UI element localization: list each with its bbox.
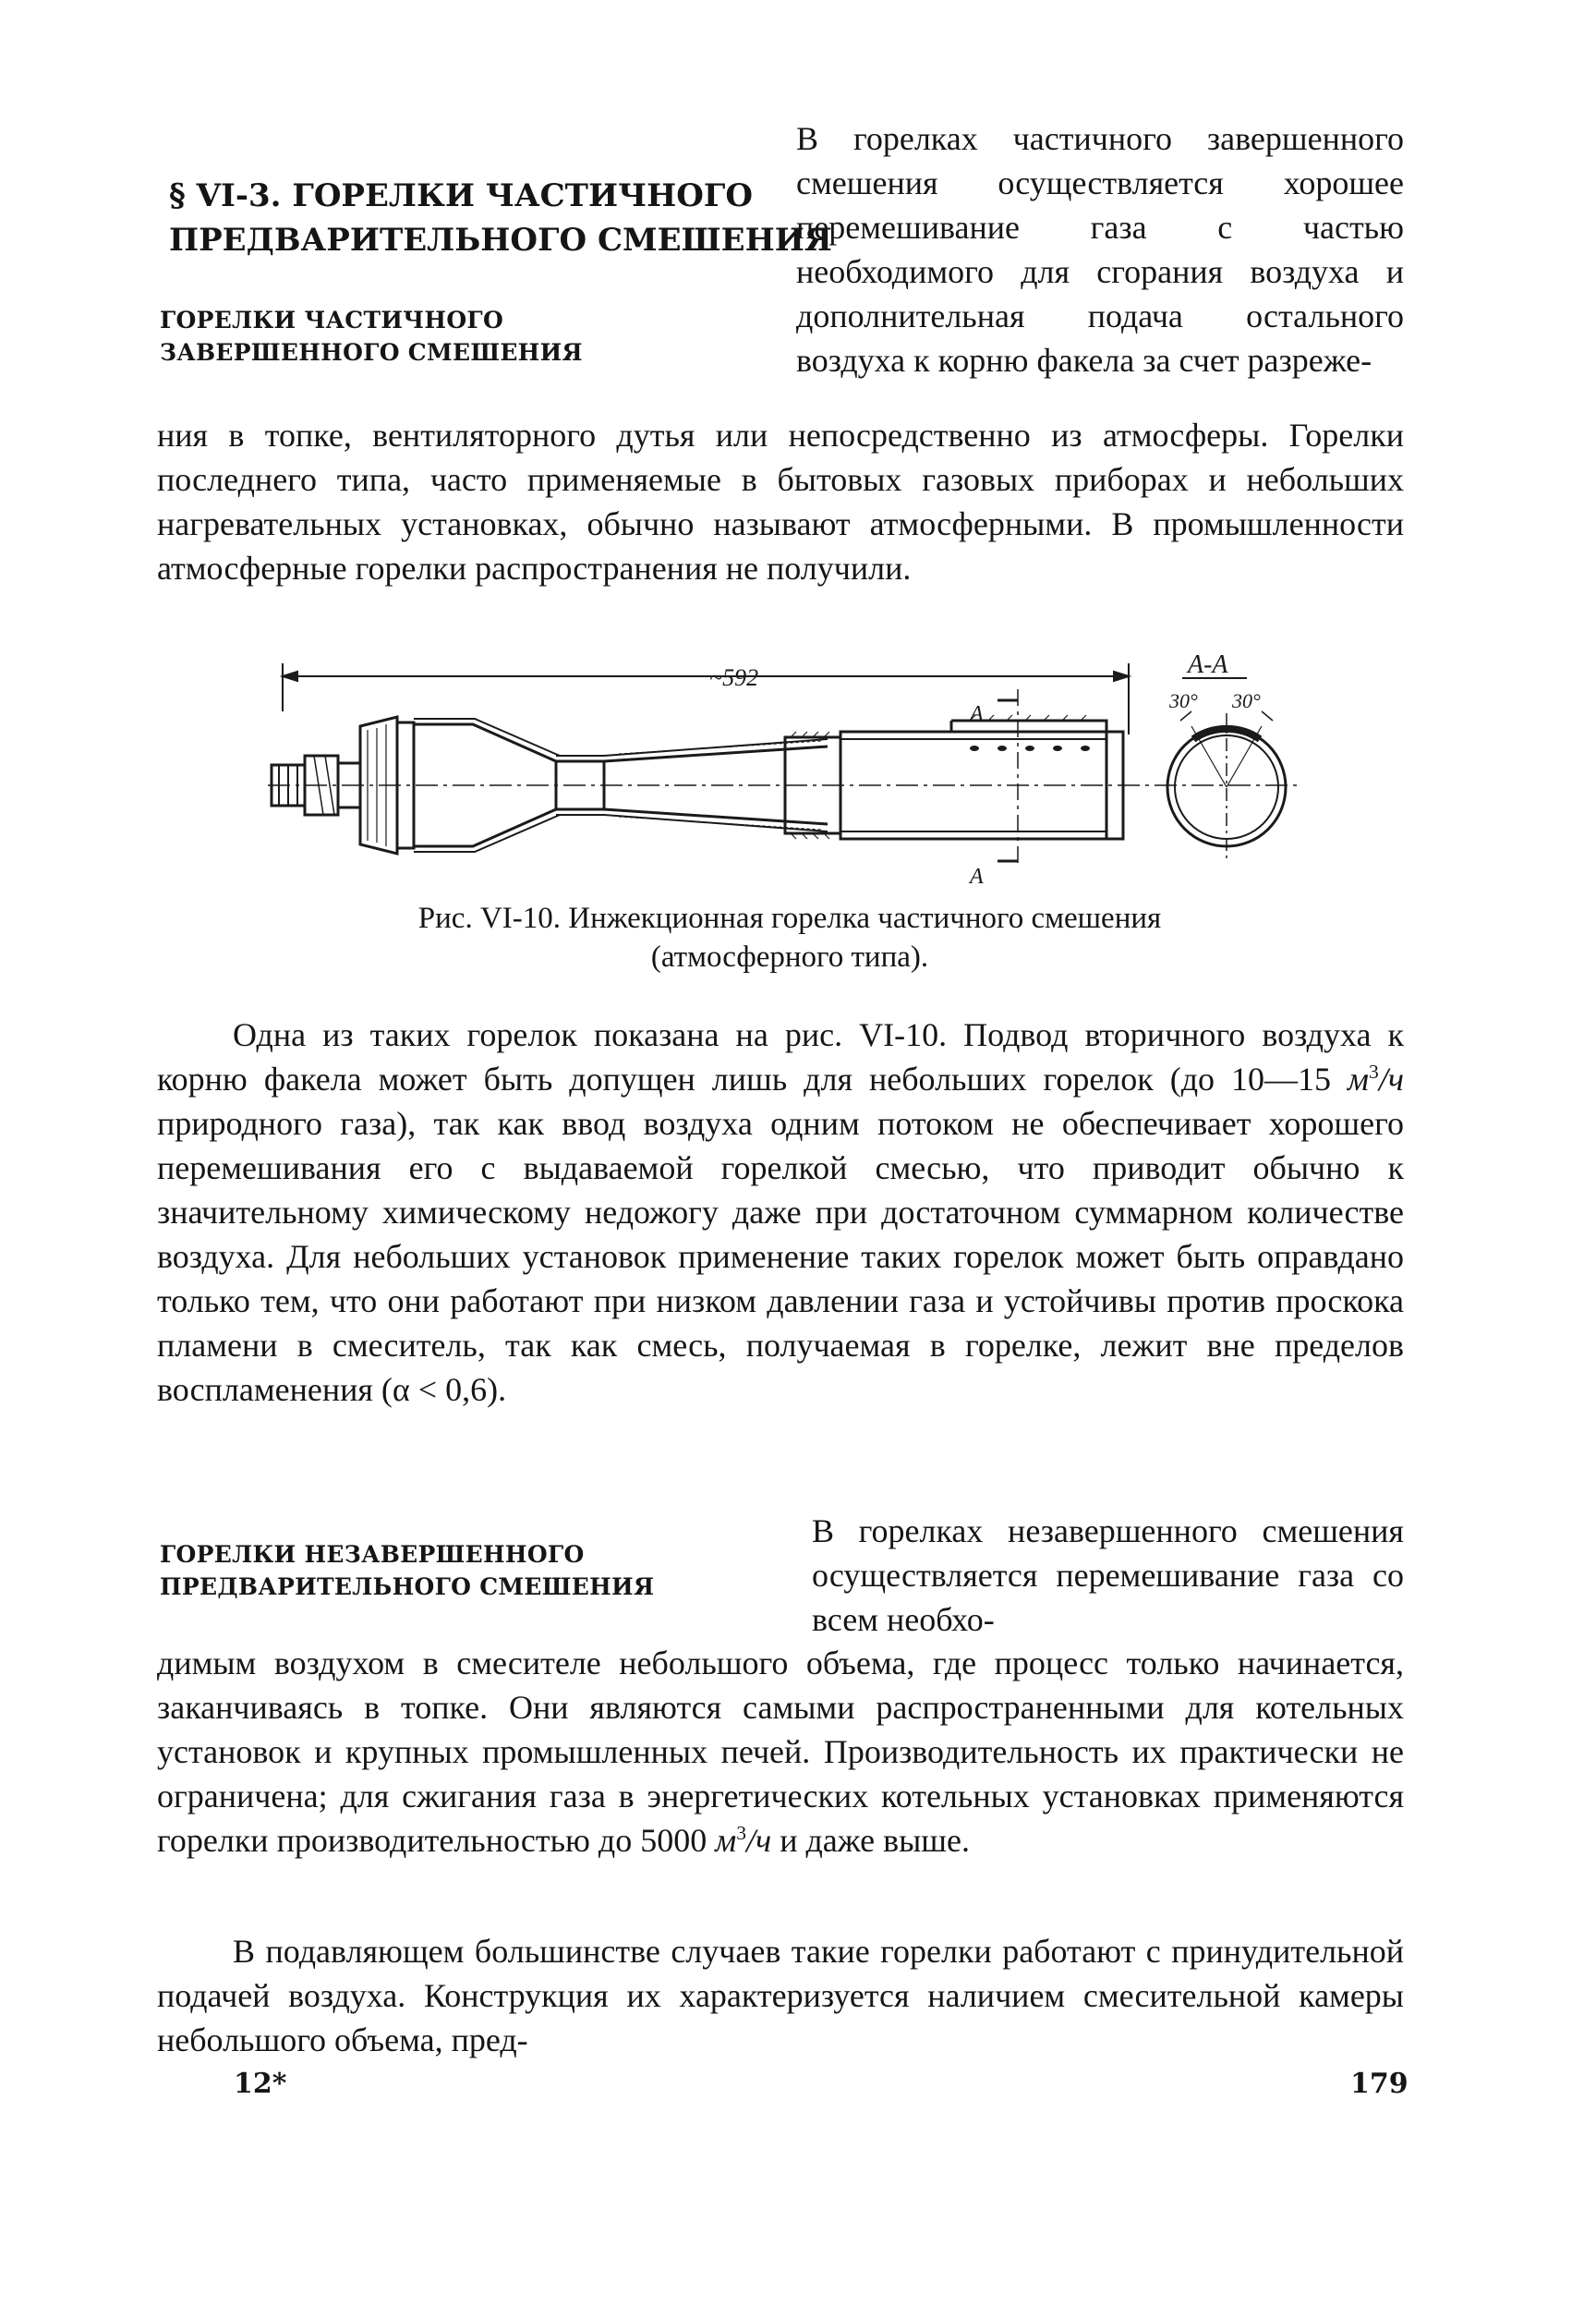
subheading2-line2: ПРЕДВАРИТЕЛЬНОГО СМЕШЕНИЯ [160, 1573, 655, 1600]
section-title [169, 174, 832, 262]
section-mark-top: А [970, 702, 984, 726]
paragraph-2: Одна из таких горелок показана на рис. VI-10. Подвод вторичного воздуха к корню факела может быть допущен лишь для небольших горелок (до 10—15 $м^3/ч$ природного газа), так как ввод воздуха одним потоком не обеспечивает хорошего перемешивания его с выдаваемой горелкой смесью, что приводит обычно к значительному химическому недожогу даже при достаточном суммарном количестве воздуха. Для небольших установок применение таких горелок может быть оправдано только тем, что они работают при низком давлении газа и устойчивы против проскока пламени в смеситель, так как смесь, получаемая в горелке, лежит вне пределов воспламенения (α < 0,6). [157, 1016, 1404, 1408]
paragraph-3-intro: В горелках незавершенного смешения осуществляется перемешивание газа со всем необхо- [812, 1512, 1404, 1638]
fire-ports [970, 746, 1090, 751]
section-mark-bottom: А [970, 865, 984, 887]
section-title-line2: ПРЕДВАРИТЕЛЬНОГО СМЕШЕНИЯ [169, 222, 832, 259]
paragraph-1-rest: ния в топке, вентиляторного дутья или непосредственно из атмосферы. Горелки последнего типа, часто применяемые в бытовых газовых приборах и небольших нагревательных установках, обычно называют атмосферными. В промышленности атмосферные горелки распространения не получили. [157, 417, 1404, 587]
angle-right-label: 30° [1232, 689, 1261, 712]
signature-mark: 12* [234, 2068, 287, 2100]
subheading1-line1: ГОРЕЛКИ ЧАСТИЧНОГО [160, 307, 504, 334]
subheading-incomplete-premixing [160, 1538, 654, 1603]
section-title-line1: § VI-3. ГОРЕЛКИ ЧАСТИЧНОГО [169, 177, 753, 214]
angle-left-label: 30° [1169, 689, 1198, 712]
page-number: 179 [1350, 2068, 1409, 2100]
figure-caption [268, 899, 1312, 977]
burner-drawing-svg [268, 647, 1321, 887]
subheading1-line2: ЗАВЕРШЕННОГО СМЕШЕНИЯ [160, 339, 583, 366]
subheading-partial-complete-mixing [160, 304, 583, 369]
burner-drawing-figure [268, 647, 1321, 887]
section-view-label: А-А [1188, 650, 1228, 679]
paragraph-1-intro: В горелках частичного завершенного смешения осуществляется хорошее перемешивание газа с частью необходимого для сгорания воздуха и дополнительная подача остального воздуха к корню факела за счет разреже- [796, 120, 1404, 379]
figure-caption-line1: Рис. VI-10. Инжекционная горелка частичного смешения [417, 902, 1162, 935]
paragraph-4: В подавляющем большинстве случаев такие горелки работают с принудительной подачей воздуха. Конструкция их характеризуется наличием смесительной камеры небольшого объема, пред- [157, 1933, 1404, 2058]
subheading2-line1: ГОРЕЛКИ НЕЗАВЕРШЕННОГО [160, 1541, 585, 1568]
section-view-cover [1193, 729, 1260, 739]
dimension-label: ~592 [709, 664, 759, 691]
figure-caption-line2: (атмосферного типа). [650, 941, 929, 974]
paragraph-3-rest: димым воздухом в смесителе небольшого объема, где процесс только начинается, заканчиваясь в топке. Они являются самыми распространенными для котельных установок и крупных промышленных печей. Производительность их практически не ограничена; для сжигания газа в энергетических котельных установках применяются горелки производительностью до 5000 $м^3/ч$ и даже выше. [157, 1645, 1404, 1859]
